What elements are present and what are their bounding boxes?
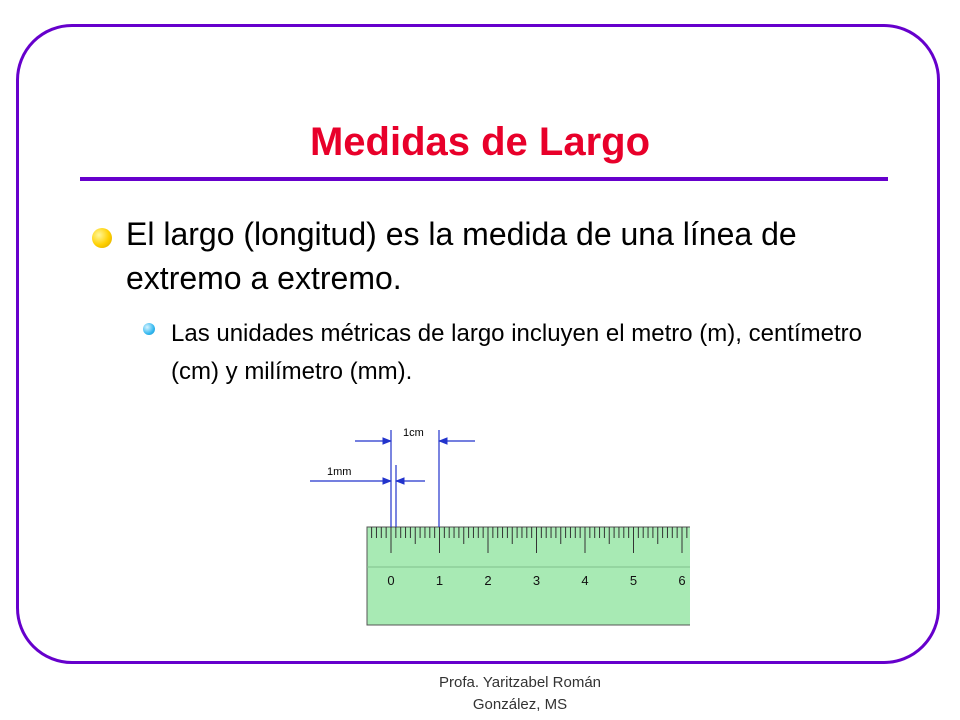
footer-line-2: González, MS	[472, 696, 568, 713]
ruler-number-1: 1	[435, 573, 444, 588]
footer-credit	[380, 672, 660, 716]
ruler-number-0: 0	[387, 573, 395, 588]
ruler-number-4: 4	[581, 573, 589, 588]
ruler-number-5: 5	[629, 573, 638, 588]
footer-line-1: Profa. Yaritzabel Román	[438, 674, 602, 691]
cm-label: 1cm	[403, 427, 424, 439]
ruler-number-6: 6	[678, 573, 686, 588]
main-bullet-text: El largo (longitud) es la medida de una línea de extremo a extremo.	[126, 216, 797, 296]
ruler-number-3: 3	[532, 573, 541, 588]
yellow-bullet-icon	[92, 228, 112, 248]
title-underline	[80, 177, 888, 181]
sub-bullet-text: Las unidades métricas de largo incluyen el metro (m), centímetro (cm) y milímetro (mm).	[171, 320, 862, 385]
mm-label: 1mm	[327, 466, 352, 478]
ruler-number-2: 2	[484, 573, 492, 588]
blue-bullet-icon	[143, 323, 155, 335]
slide-title: Medidas de Largo	[309, 120, 651, 164]
ruler-diagram	[305, 415, 690, 630]
